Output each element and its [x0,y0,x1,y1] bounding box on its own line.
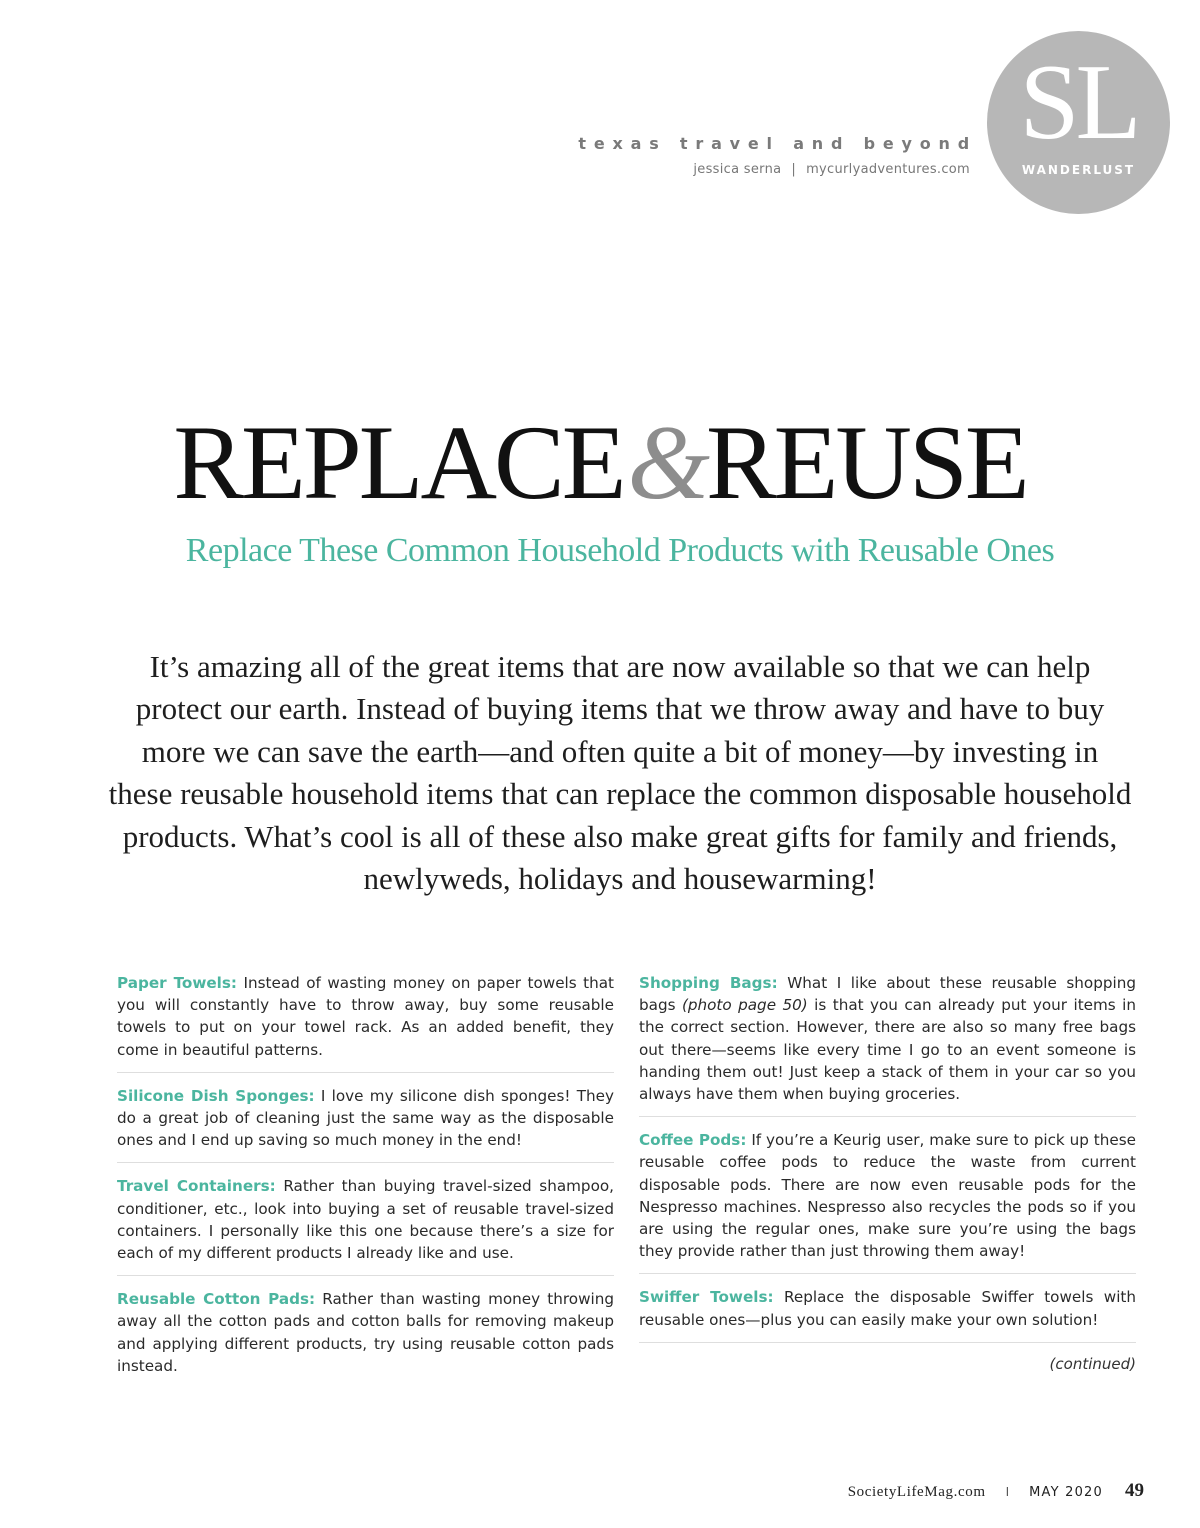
list-item [117,1175,614,1276]
item-text: Rather than wasting money throwing away all the cotton pads and cotton balls for removing makeup and applying different products, try using reusable cotton pads instead. [117,1290,614,1375]
item-text: What I like about these reusable shopping bags [639,974,1136,1015]
footer-site[interactable]: SocietyLifeMag.com [847,1484,986,1500]
item-label: Silicone Dish Sponges: [117,1086,315,1105]
author-name: jessica serna [693,162,782,177]
article-intro: It’s amazing all of the great items that are now available so that we can help protect our earth. Instead of buying items that we throw away and have to buy more we can save the earth—and often quite a bit of money—by investing in these reusable household items that can replace the common disposable household products. What’s cool is all of these also make great gifts for family and friends, newlyweds, holidays and housewarming! [108,649,1132,897]
item-label: Reusable Cotton Pads: [117,1290,316,1309]
footer-separator: I [1005,1485,1010,1499]
item-text: Replace the disposable Swiffer towels with reusable ones—plus you can easily make your own solution! [639,1288,1137,1329]
list-item [639,1286,1136,1342]
page-footer [848,1480,1144,1502]
item-label: Swiffer Towels: [639,1288,774,1307]
item-label: Travel Containers: [117,1177,276,1196]
logo-word: WANDERLUST [1021,163,1136,177]
item-label: Paper Towels: [117,974,238,992]
title-ampersand: & [627,404,702,521]
list-item [639,1129,1136,1274]
photo-reference: (photo page 50) [681,996,808,1015]
article-title [0,404,1200,521]
left-column [117,972,614,1400]
wanderlust-logo [987,31,1170,214]
item-text: Rather than buying travel-sized shampoo, conditioner, etc., look into buying a set of reusable travel-sized containers. I personally like this one because there’s a size for each of my different products I already like and use. [117,1177,614,1263]
page-number: 49 [1125,1480,1144,1501]
logo-mark: SL [1019,43,1138,162]
list-item [639,972,1136,1117]
item-label: Coffee Pods: [639,1131,747,1150]
footer-date: MAY 2020 [1029,1485,1103,1500]
list-item [117,1288,614,1388]
item-text: I love my silicone dish sponges! They do a great job of cleaning just the same way as the disposable ones and I end up saving so much money in the end! [117,1086,615,1150]
byline [578,162,970,177]
list-item [117,1085,614,1164]
author-website[interactable]: mycurlyadventures.com [806,162,970,177]
section-label: texas travel and beyond [578,134,977,153]
right-column [639,972,1136,1373]
title-part-reuse: REUSE [705,404,1027,521]
page-header [578,134,977,177]
article-subtitle: Replace These Common Household Products with Reusable Ones [185,532,1055,569]
byline-separator: | [791,162,797,177]
continued-note: (continued) [1049,1354,1136,1373]
list-item [117,972,614,1073]
item-text-continued: is that you can already put your items in the correct section. However, there are also so many free bags out there—seems like every time I go to an event someone is handing them out! Just keep a stack of them in your car so you always have them when buying groceries. [639,996,1136,1104]
item-label: Shopping Bags: [639,974,778,992]
title-part-replace: REPLACE [173,404,624,521]
item-text: Instead of wasting money on paper towels that you will constantly have to throw away, buy some reusable towels to put on your towel rack. As an added benefit, they come in beautiful patterns. [117,974,614,1059]
item-text: If you’re a Keurig user, make sure to pick up these reusable coffee pods to reduce the waste from current disposable pods. There are now even reusable pods for the Nespresso machines. Nespresso also recycles the pods so if you are using the regular ones, make sure you’re using the bags they provide rather than just throwing them away! [639,1131,1136,1261]
